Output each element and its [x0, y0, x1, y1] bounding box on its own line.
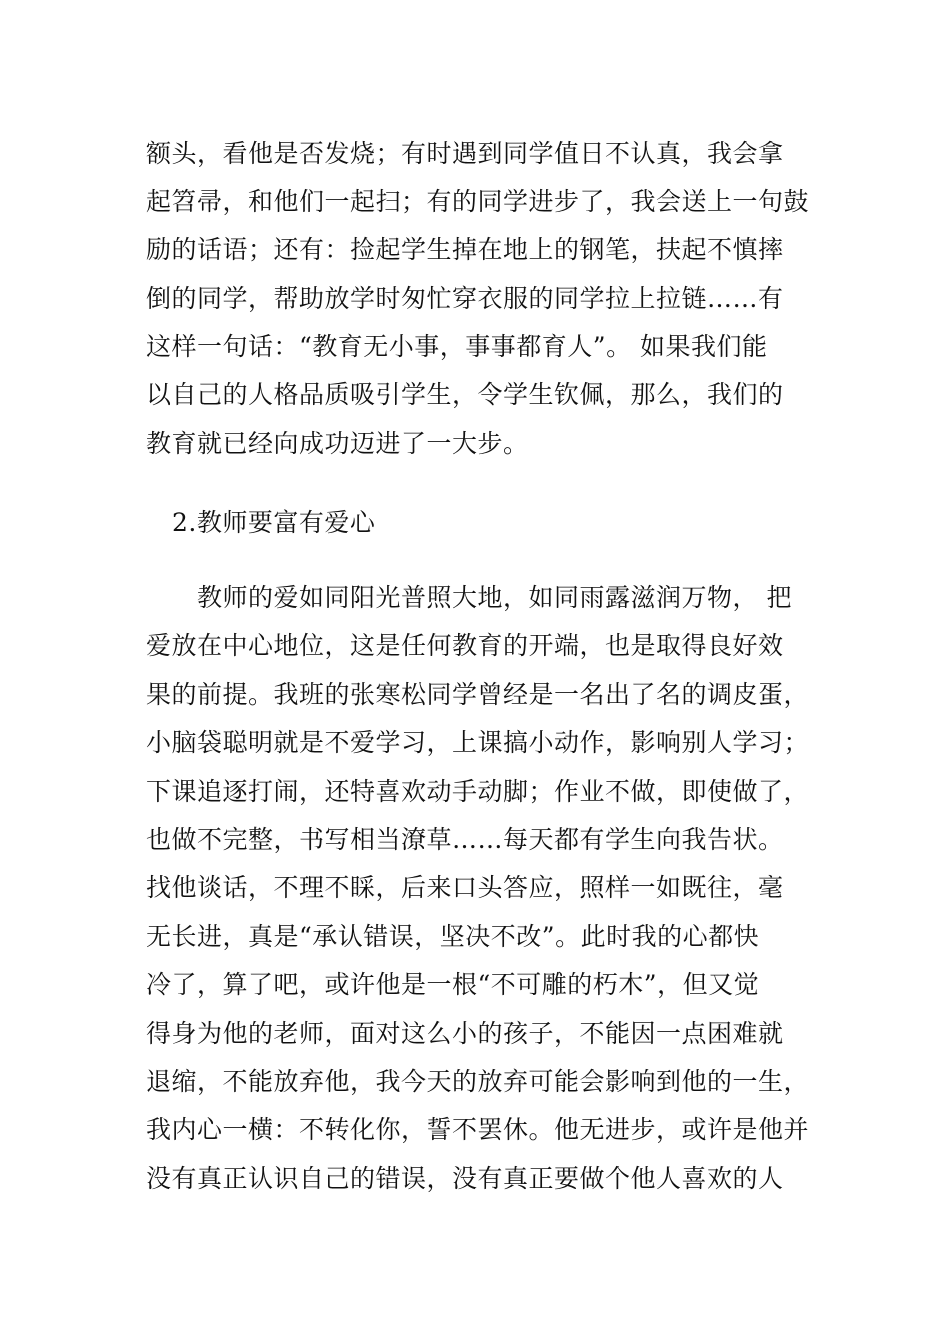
paragraph-2-line-8: 无长进，真是“承认错误，坚决不改”。此时我的心都快	[146, 922, 760, 951]
paragraph-1-line-7: 教育就已经向成功迈进了一大步。	[146, 429, 529, 458]
paragraph-2-line-5: 下课追逐打闹，还特喜欢动手动脚；作业不做，即使做了，	[146, 777, 810, 806]
paragraph-1-line-5: 这样一句话：“教育无小事，事事都育人”。 如果我们能	[146, 332, 768, 361]
paragraph-1-line-2: 起笤帚，和他们一起扫；有的同学进步了，我会送上一句鼓	[146, 187, 810, 216]
paragraph-2-line-7: 找他谈话，不理不睬，后来口头答应，照样一如既往，毫	[146, 873, 784, 902]
paragraph-1-line-6: 以自己的人格品质吸引学生，令学生钦佩，那么，我们的	[146, 380, 784, 409]
paragraph-1-line-3: 励的话语；还有：捡起学生掉在地上的钢笔，扶起不慎摔	[146, 235, 784, 264]
paragraph-2-line-11: 退缩，不能放弃他，我今天的放弃可能会影响到他的一生，	[146, 1067, 810, 1096]
paragraph-2-line-4: 小脑袋聪明就是不爱学习，上课搞小动作，影响别人学习；	[146, 728, 810, 757]
paragraph-2-line-10: 得身为他的老师，面对这么小的孩子，不能因一点困难就	[146, 1019, 784, 1048]
paragraph-2-line-1: 教师的爱如同阳光普照大地，如同雨露滋润万物， 把	[197, 583, 792, 612]
section-heading: 2.教师要富有爱心	[172, 508, 376, 537]
paragraph-1-line-4: 倒的同学，帮助放学时匆忙穿衣服的同学拉上拉链……有	[146, 284, 784, 313]
paragraph-2-line-12: 我内心一横：不转化你，誓不罢休。他无进步，或许是他并	[146, 1115, 810, 1144]
paragraph-2-line-6: 也做不完整，书写相当潦草……每天都有学生向我告状。	[146, 825, 784, 854]
paragraph-2-line-3: 果的前提。我班的张寒松同学曾经是一名出了名的调皮蛋，	[146, 680, 810, 709]
paragraph-1-line-1: 额头，看他是否发烧；有时遇到同学值日不认真，我会拿	[146, 139, 784, 168]
paragraph-2-line-2: 爱放在中心地位，这是任何教育的开端，也是取得良好效	[146, 631, 784, 660]
paragraph-2-line-9: 冷了，算了吧，或许他是一根“不可雕的朽木”，但又觉	[146, 970, 760, 999]
paragraph-2-line-13: 没有真正认识自己的错误，没有真正要做个他人喜欢的人	[146, 1164, 784, 1193]
